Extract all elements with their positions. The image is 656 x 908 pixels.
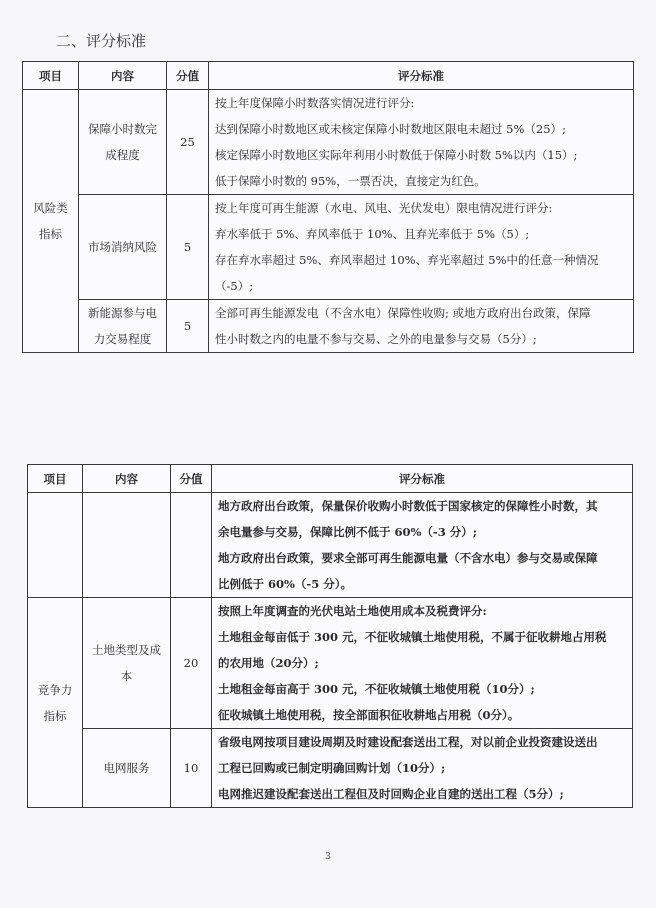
content-cell	[79, 195, 167, 300]
header-item: 项目	[28, 465, 83, 493]
criteria-cell	[212, 598, 633, 729]
section-title: 二、评分标准	[56, 32, 147, 50]
scoring-table-1	[22, 61, 634, 353]
criteria-line: 工程已回购或已制定明确回购计划（10分）;	[218, 761, 446, 775]
header-criteria: 评分标准	[209, 62, 634, 90]
criteria-cell	[209, 300, 634, 353]
category-cell	[23, 90, 79, 353]
content-cell	[79, 300, 167, 353]
page-number: 3	[325, 852, 331, 862]
criteria-line: 性小时数之内的电量不参与交易、之外的电量参与交易（5分）;	[215, 332, 537, 346]
table-header-row	[28, 465, 633, 493]
criteria-cell	[209, 195, 634, 300]
header-criteria: 评分标准	[212, 465, 633, 493]
criteria-line: 地方政府出台政策，要求全部可再生能源电量（不含水电）参与交易或保障	[218, 551, 598, 565]
criteria-line: 按照上年度调查的光伏电站土地使用成本及税费评分:	[218, 604, 487, 618]
content-line: 土地类型及成	[92, 643, 161, 657]
criteria-cell	[212, 493, 633, 598]
score-cell: 5	[167, 195, 209, 300]
header-content: 内容	[83, 465, 171, 493]
content-cell	[83, 729, 171, 808]
criteria-line: 核定保障小时数地区实际年利用小时数低于保障小时数 5%以内（15）;	[215, 148, 578, 162]
score-cell: 25	[167, 90, 209, 195]
category-line: 指标	[39, 227, 62, 241]
criteria-line: 按上年度保障小时数落实情况进行评分:	[215, 96, 415, 110]
category-cell	[28, 598, 83, 808]
table-row	[23, 300, 634, 353]
criteria-cell	[209, 90, 634, 195]
criteria-cell	[212, 729, 633, 808]
header-score: 分值	[171, 465, 212, 493]
header-item: 项目	[23, 62, 79, 90]
criteria-line: 的农用地（20分）;	[218, 656, 319, 670]
criteria-line: （-5）;	[215, 279, 254, 293]
content-line: 本	[120, 669, 133, 683]
content-line: 保障小时数完	[88, 122, 157, 136]
criteria-line: 地方政府出台政策，保量保价收购小时数低于国家核定的保障性小时数，其	[218, 499, 598, 513]
criteria-line: 电网推迟建设配套送出工程但及时回购企业自建的送出工程（5分）;	[218, 787, 564, 801]
score-cell: 10	[171, 729, 212, 808]
score-cell: 5	[167, 300, 209, 353]
category-cell	[28, 493, 83, 598]
criteria-line: 土地租金每亩高于 300 元，不征收城镇土地使用税（10分）;	[218, 682, 535, 696]
content-line: 力交易程度	[93, 332, 152, 346]
scoring-table-2	[27, 464, 633, 808]
header-content: 内容	[79, 62, 167, 90]
content-line: 电网服务	[103, 761, 150, 775]
criteria-line: 省级电网按项目建设周期及时建设配套送出工程，对以前企业投资建设送出	[218, 735, 598, 749]
content-line: 新能源参与电	[88, 306, 157, 320]
content-cell	[83, 493, 171, 598]
table-row	[23, 90, 634, 195]
criteria-line: 征收城镇土地使用税，按全部面积征收耕地占用税（0分）。	[218, 708, 520, 722]
content-cell	[83, 598, 171, 729]
criteria-line: 按上年度可再生能源（水电、风电、光伏发电）限电情况进行评分:	[215, 201, 553, 215]
criteria-line: 余电量参与交易，保障比例不低于 60%（-3 分）;	[218, 525, 477, 539]
category-line: 指标	[43, 708, 67, 723]
table-row	[28, 729, 633, 808]
criteria-line: 低于保障小时数的 95%，一票否决，直接定为红色。	[215, 174, 486, 188]
table-row	[28, 493, 633, 598]
criteria-line: 存在弃水率超过 5%、弃风率超过 10%、弃光率超过 5%中的任意一种情况	[215, 253, 599, 267]
score-cell: 20	[171, 598, 212, 729]
criteria-line: 比例低于 60%（-5 分）。	[218, 577, 352, 591]
table-header-row	[23, 62, 634, 90]
content-line: 成程度	[105, 148, 140, 162]
score-cell	[171, 493, 212, 598]
category-line: 竞争力	[37, 682, 73, 697]
criteria-line: 全部可再生能源发电（不含水电）保障性收购; 或地方政府出台政策，保障	[215, 306, 591, 320]
criteria-line: 弃水率低于 5%、弃风率低于 10%、且弃光率低于 5%（5）;	[215, 227, 530, 241]
content-cell	[79, 90, 167, 195]
content-line: 市场消纳风险	[88, 240, 157, 254]
table-row	[28, 598, 633, 729]
header-score: 分值	[167, 62, 209, 90]
criteria-line: 土地租金每亩低于 300 元，不征收城镇土地使用税，不属于征收耕地占用税	[218, 630, 607, 644]
category-line: 风险类	[33, 201, 68, 215]
table-row	[23, 195, 634, 300]
criteria-line: 达到保障小时数地区或未核定保障小时数地区限电未超过 5%（25）;	[215, 122, 566, 136]
